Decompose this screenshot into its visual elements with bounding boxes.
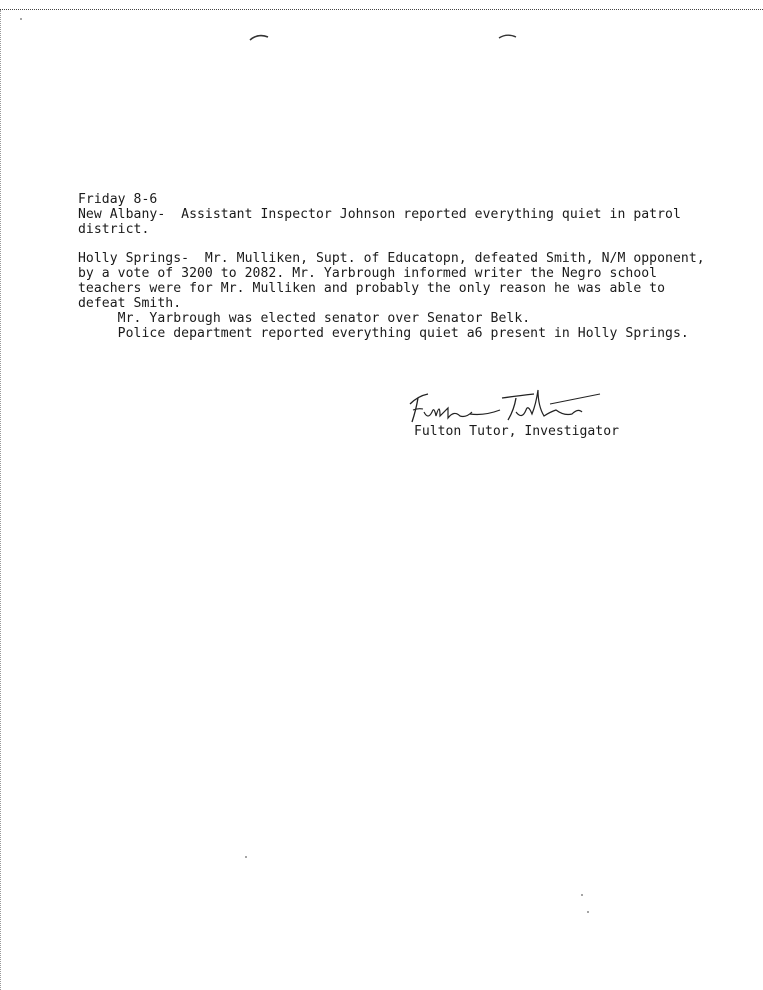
speck — [581, 894, 583, 896]
holly-springs-line-2: by a vote of 3200 to 2082. Mr. Yarbrough informed writer the Negro school — [78, 266, 658, 281]
page-top-edge — [0, 0, 763, 10]
punch-mark-left — [248, 32, 270, 42]
date-line: Friday 8-6 — [78, 192, 158, 207]
new-albany-line-1: New Albany- Assistant Inspector Johnson reported everything quiet in patrol — [78, 207, 681, 222]
new-albany-line-2: district. — [78, 222, 150, 237]
holly-springs-line-6: Police department reported everything quiet a6 present in Holly Springs. — [78, 326, 689, 341]
holly-springs-line-4: defeat Smith. — [78, 296, 182, 311]
speck — [587, 911, 589, 913]
signature-caption: Fulton Tutor, Investigator — [414, 424, 619, 439]
holly-springs-line-3: teachers were for Mr. Mulliken and probably the only reason he was able to — [78, 281, 666, 296]
page-left-edge — [0, 10, 3, 990]
punch-mark-right — [497, 32, 519, 42]
holly-springs-line-5: Mr. Yarbrough was elected senator over Senator Belk. — [78, 311, 531, 326]
holly-springs-line-1: Holly Springs- Mr. Mulliken, Supt. of Educatopn, defeated Smith, N/M opponent, — [78, 251, 705, 266]
handwritten-signature — [404, 382, 604, 426]
speck — [245, 856, 247, 858]
speck — [20, 18, 22, 20]
